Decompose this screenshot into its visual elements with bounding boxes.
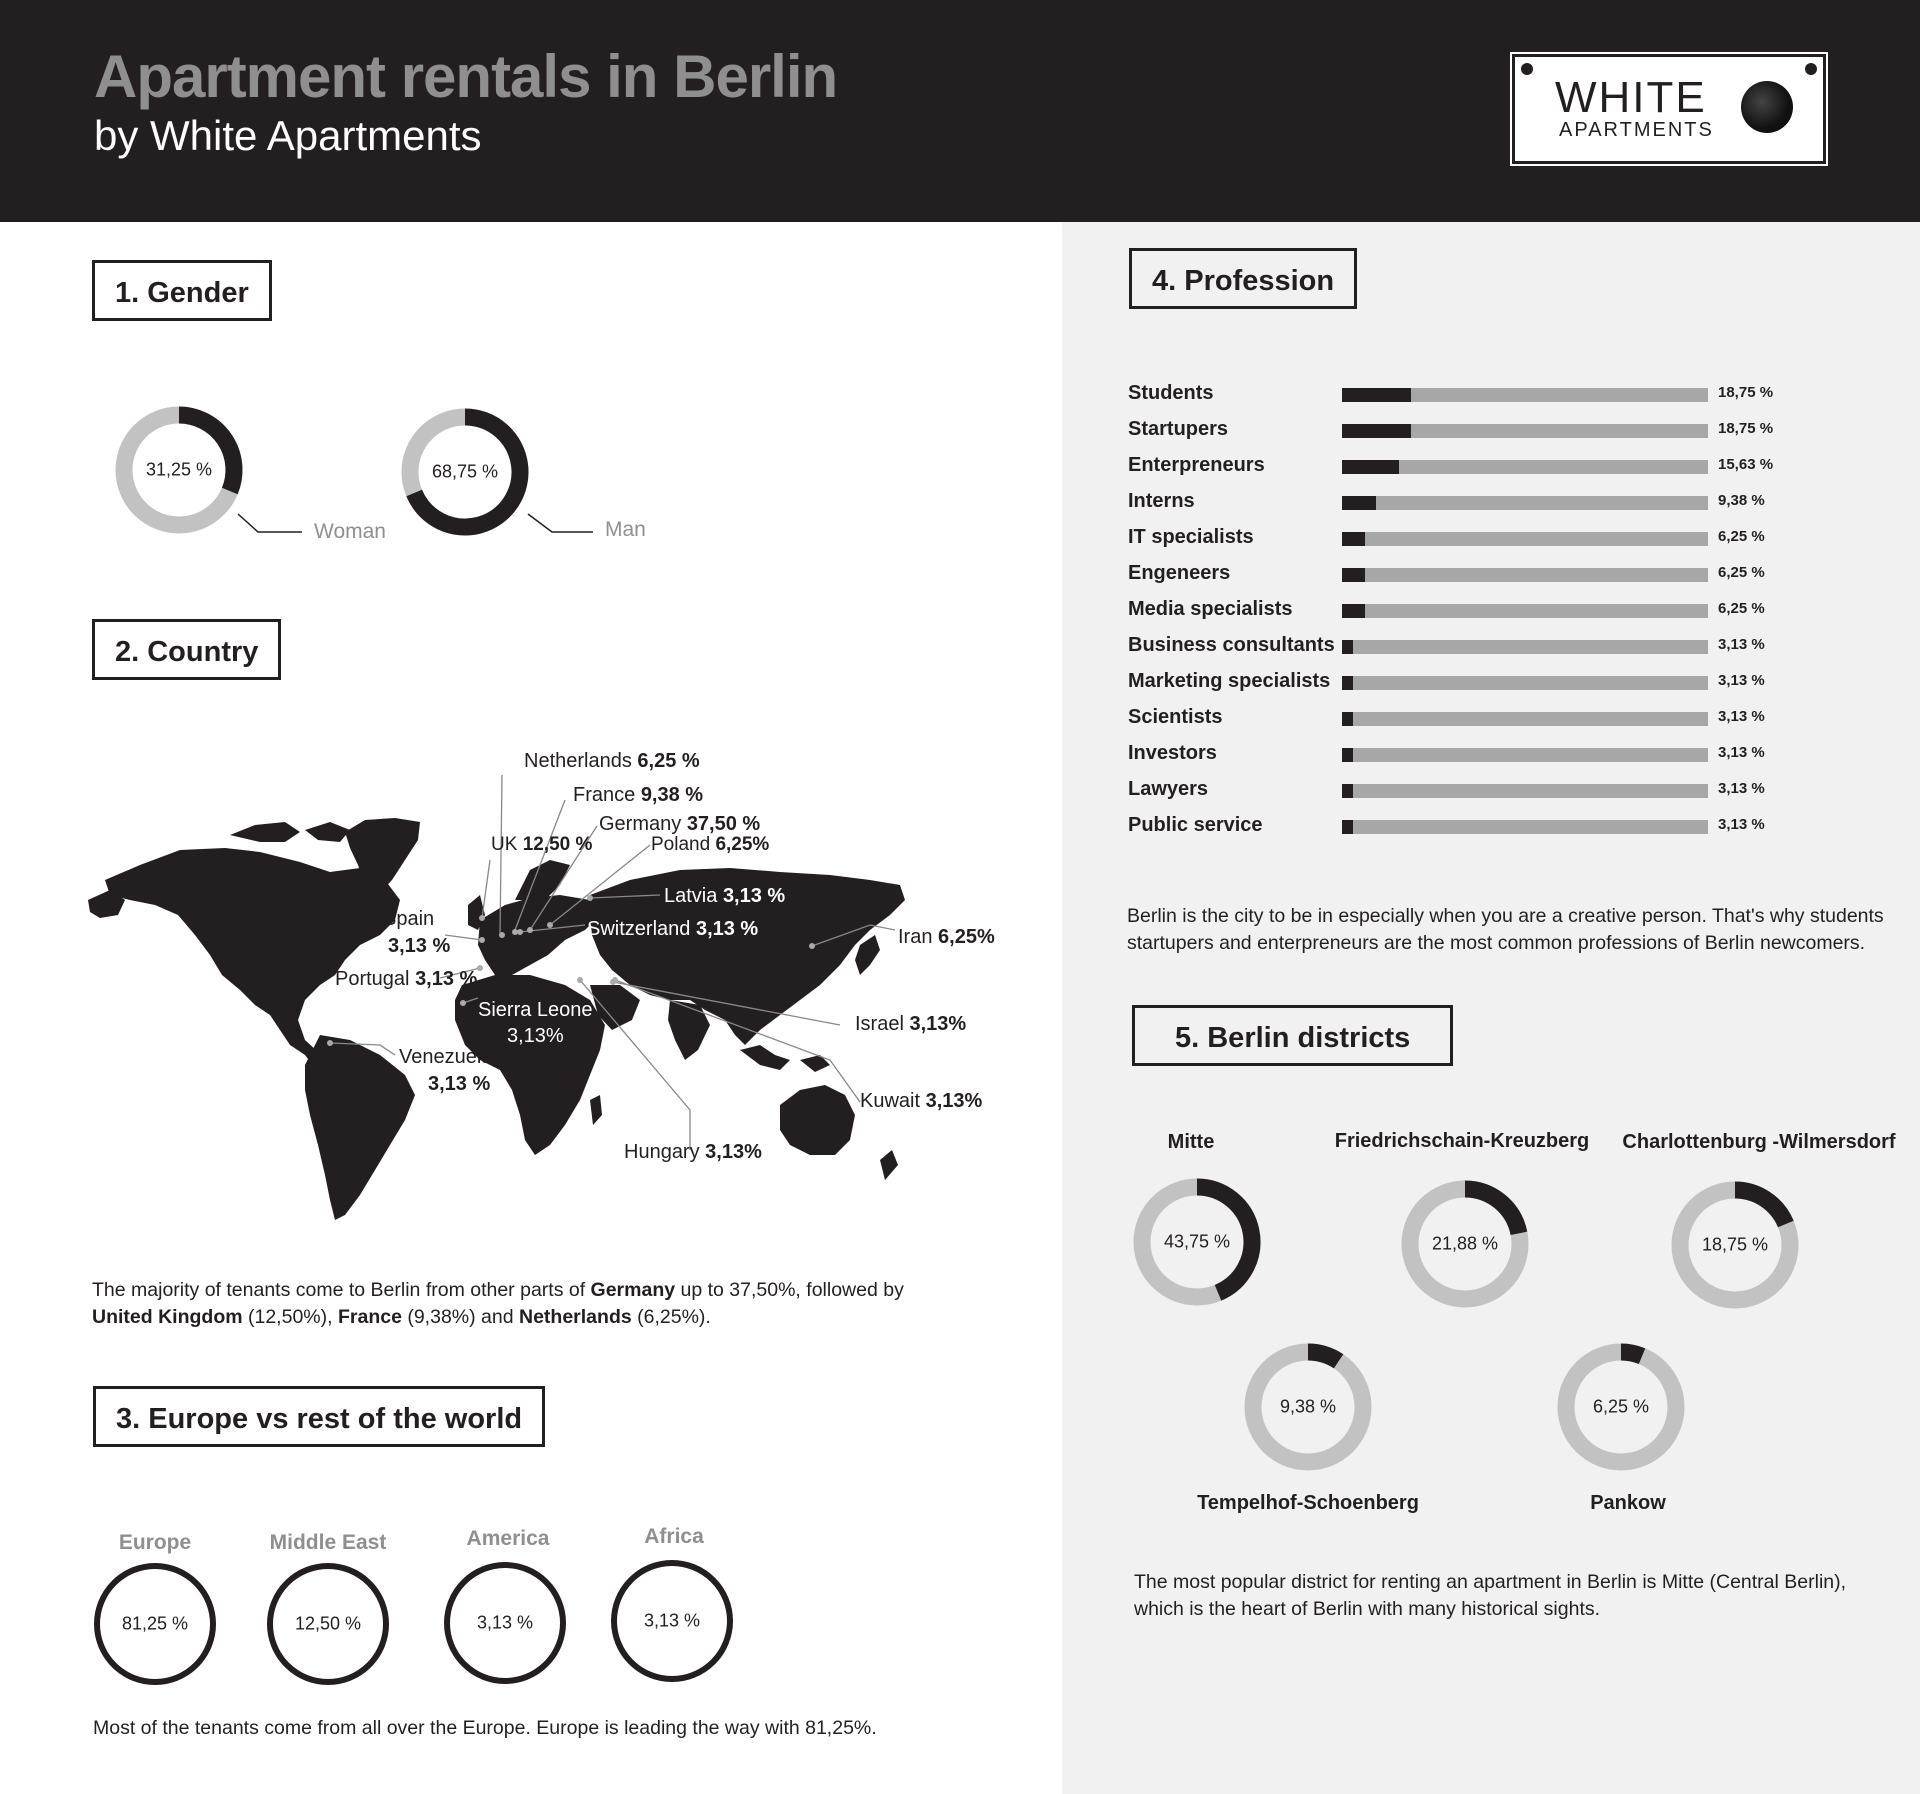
district-pankow-label: Pankow bbox=[1590, 1492, 1666, 1514]
label-germany: Germany 37,50 % bbox=[599, 813, 761, 835]
man-legend-label: Man bbox=[605, 518, 646, 541]
new-zealand-shape bbox=[880, 1150, 898, 1180]
label-switzerland: Switzerland 3,13 % bbox=[587, 918, 759, 940]
profession-bar-track bbox=[1342, 676, 1708, 690]
section-title-gender: 1. Gender bbox=[92, 260, 272, 321]
uk-point bbox=[479, 915, 485, 921]
profession-bar-track bbox=[1342, 388, 1708, 402]
pankow-donut-arc bbox=[1621, 1352, 1642, 1356]
profession-label: Public service bbox=[1128, 814, 1263, 836]
profession-bar bbox=[1342, 496, 1376, 510]
profession-value-label: 6,25 % bbox=[1718, 564, 1765, 581]
profession-value-label: 3,13 % bbox=[1718, 744, 1765, 761]
friedrichshain-percent: 21,88 % bbox=[1431, 1233, 1499, 1254]
germany-point bbox=[527, 927, 533, 933]
profession-value-label: 15,63 % bbox=[1718, 456, 1774, 473]
label-hungary: Hungary 3,13% bbox=[624, 1141, 762, 1163]
profession-label: Enterpreneurs bbox=[1128, 454, 1265, 476]
profession-label: Engeneers bbox=[1128, 562, 1231, 584]
canada-arctic-islands bbox=[230, 822, 350, 842]
profession-label: Students bbox=[1128, 382, 1214, 404]
europe-caption: Most of the tenants come from all over the Europe. Europe is leading the way with 81,25%. bbox=[93, 1717, 877, 1739]
profession-caption: Berlin is the city to be in especially when you are a creative person. That's why students startupers and enterpreneurs are the most common professions of Berlin newcomers. bbox=[1127, 905, 1884, 954]
profession-bar-track bbox=[1342, 784, 1708, 798]
profession-value-label: 6,25 % bbox=[1718, 528, 1765, 545]
australia-shape bbox=[780, 1085, 855, 1155]
africa-percent: 3,13 % bbox=[643, 1610, 701, 1631]
label-netherlands: Netherlands 6,25 % bbox=[524, 750, 700, 772]
america-percent: 3,13 % bbox=[476, 1612, 534, 1633]
iran-point bbox=[809, 943, 815, 949]
section-title-country: 2. Country bbox=[92, 619, 281, 680]
poland-point bbox=[547, 922, 553, 928]
label-kuwait: Kuwait 3,13% bbox=[860, 1090, 983, 1112]
continent-middle-east-label: Middle East bbox=[269, 1531, 387, 1554]
district-charlottenburg-label: Charlottenburg -Wilmersdorf bbox=[1622, 1131, 1896, 1153]
netherlands-point bbox=[499, 932, 505, 938]
woman-legend-label: Woman bbox=[314, 520, 386, 543]
district-tempelhof-label: Tempelhof-Schoenberg bbox=[1197, 1492, 1419, 1514]
profession-bar bbox=[1342, 460, 1399, 474]
profession-value-label: 3,13 % bbox=[1718, 708, 1765, 725]
label-poland: Poland 6,25% bbox=[651, 834, 770, 855]
label-uk: UK 12,50 % bbox=[491, 834, 593, 855]
profession-bar bbox=[1342, 748, 1353, 762]
section-title-europe: 3. Europe vs rest of the world bbox=[93, 1386, 545, 1447]
tempelhof-donut-arc bbox=[1308, 1352, 1339, 1361]
section-title-profession: 4. Profession bbox=[1129, 248, 1357, 309]
profession-bar bbox=[1342, 784, 1353, 798]
profession-label: Startupers bbox=[1128, 418, 1229, 440]
profession-bar-track bbox=[1342, 712, 1708, 726]
sierra-leone-point bbox=[460, 1000, 466, 1006]
districts-caption: The most popular district for renting an apartment in Berlin is Mitte (Central Berlin), which is the heart of Berlin with many historical sights. bbox=[1134, 1571, 1847, 1620]
switzerland-point bbox=[517, 929, 523, 935]
europe-shape bbox=[478, 895, 600, 975]
label-spain-value: 3,13 % bbox=[388, 935, 451, 957]
north-america-shape bbox=[105, 848, 400, 1055]
profession-bar bbox=[1342, 640, 1353, 654]
district-friedrichshain-label: Friedrichschain-Kreuzberg bbox=[1334, 1130, 1590, 1152]
profession-bar-track bbox=[1342, 496, 1708, 510]
profession-bar bbox=[1342, 604, 1365, 618]
profession-label: Marketing specialists bbox=[1128, 670, 1331, 692]
hungary-point bbox=[577, 977, 583, 983]
profession-bar bbox=[1342, 712, 1353, 726]
profession-value-label: 3,13 % bbox=[1718, 780, 1765, 797]
europe-percent: 81,25 % bbox=[121, 1613, 189, 1634]
logo-text-main: WHITE bbox=[1555, 73, 1707, 122]
profession-label: Investors bbox=[1128, 742, 1217, 764]
tempelhof-percent: 9,38 % bbox=[1279, 1396, 1337, 1417]
profession-value-label: 3,13 % bbox=[1718, 816, 1765, 833]
profession-label: IT specialists bbox=[1128, 526, 1254, 548]
districts-donut-chart bbox=[0, 0, 1, 1]
middle-east-percent: 12,50 % bbox=[294, 1613, 362, 1634]
label-sierra-leone-value: 3,13% bbox=[507, 1025, 564, 1047]
profession-label: Media specialists bbox=[1128, 598, 1293, 620]
profession-bar bbox=[1342, 532, 1365, 546]
profession-value-label: 18,75 % bbox=[1718, 384, 1774, 401]
southeast-asia-islands bbox=[740, 1045, 830, 1072]
profession-value-label: 9,38 % bbox=[1718, 492, 1765, 509]
profession-value-label: 3,13 % bbox=[1718, 672, 1765, 689]
profession-bar bbox=[1342, 388, 1411, 402]
label-israel: Israel 3,13% bbox=[855, 1013, 967, 1035]
mitte-percent: 43,75 % bbox=[1163, 1231, 1231, 1252]
district-mitte-label: Mitte bbox=[1167, 1131, 1215, 1153]
label-venezuela-name: Venezuela bbox=[399, 1046, 493, 1068]
profession-label: Lawyers bbox=[1128, 778, 1209, 800]
continent-america-label: America bbox=[466, 1527, 550, 1550]
madagascar-shape bbox=[590, 1095, 602, 1125]
section-title-districts: 5. Berlin districts bbox=[1132, 1005, 1453, 1066]
country-caption: The majority of tenants come to Berlin from other parts of Germany up to 37,50%, followed by United Kingdom (12,50%), France (9,38%) and Netherlands (6,25%). bbox=[92, 1279, 904, 1328]
profession-bar-track bbox=[1342, 748, 1708, 762]
page-title: Apartment rentals in Berlin bbox=[94, 43, 838, 110]
portugal-point bbox=[477, 965, 483, 971]
profession-bar-track bbox=[1342, 820, 1708, 834]
profession-bar-track bbox=[1342, 532, 1708, 546]
man-percent-label: 68,75 % bbox=[431, 461, 499, 482]
page-subtitle: by White Apartments bbox=[94, 112, 482, 159]
logo-text-sub: APARTMENTS bbox=[1559, 119, 1714, 141]
profession-label: Business consultants bbox=[1128, 634, 1335, 656]
profession-value-label: 3,13 % bbox=[1718, 636, 1765, 653]
label-france: France 9,38 % bbox=[573, 784, 704, 806]
label-spain-name: Spain bbox=[383, 908, 435, 930]
profession-bar bbox=[1342, 424, 1411, 438]
profession-bar-track bbox=[1342, 640, 1708, 654]
pankow-percent: 6,25 % bbox=[1592, 1396, 1650, 1417]
profession-bar-track bbox=[1342, 604, 1708, 618]
profession-bar bbox=[1342, 676, 1353, 690]
woman-percent-label: 31,25 % bbox=[145, 459, 213, 480]
profession-bar-track bbox=[1342, 424, 1708, 438]
profession-bar-track bbox=[1342, 568, 1708, 582]
profession-value-label: 6,25 % bbox=[1718, 600, 1765, 617]
profession-bar bbox=[1342, 568, 1365, 582]
profession-bar bbox=[1342, 820, 1353, 834]
label-iran: Iran 6,25% bbox=[898, 926, 995, 948]
profession-value-label: 18,75 % bbox=[1718, 420, 1774, 437]
profession-label: Interns bbox=[1128, 490, 1195, 512]
latvia-point bbox=[587, 895, 593, 901]
label-portugal: Portugal 3,13 % bbox=[335, 968, 478, 990]
spain-point bbox=[479, 937, 485, 943]
venezuela-point bbox=[327, 1040, 333, 1046]
label-venezuela-value: 3,13 % bbox=[428, 1073, 491, 1095]
continent-africa-label: Africa bbox=[644, 1525, 704, 1548]
continent-europe-label: Europe bbox=[118, 1531, 192, 1554]
profession-label: Scientists bbox=[1128, 706, 1223, 728]
label-sierra-leone-name: Sierra Leone bbox=[478, 999, 593, 1021]
label-latvia: Latvia 3,13 % bbox=[664, 885, 786, 907]
kuwait-point bbox=[612, 977, 618, 983]
profession-bar-track bbox=[1342, 460, 1708, 474]
charlottenburg-percent: 18,75 % bbox=[1701, 1234, 1769, 1255]
